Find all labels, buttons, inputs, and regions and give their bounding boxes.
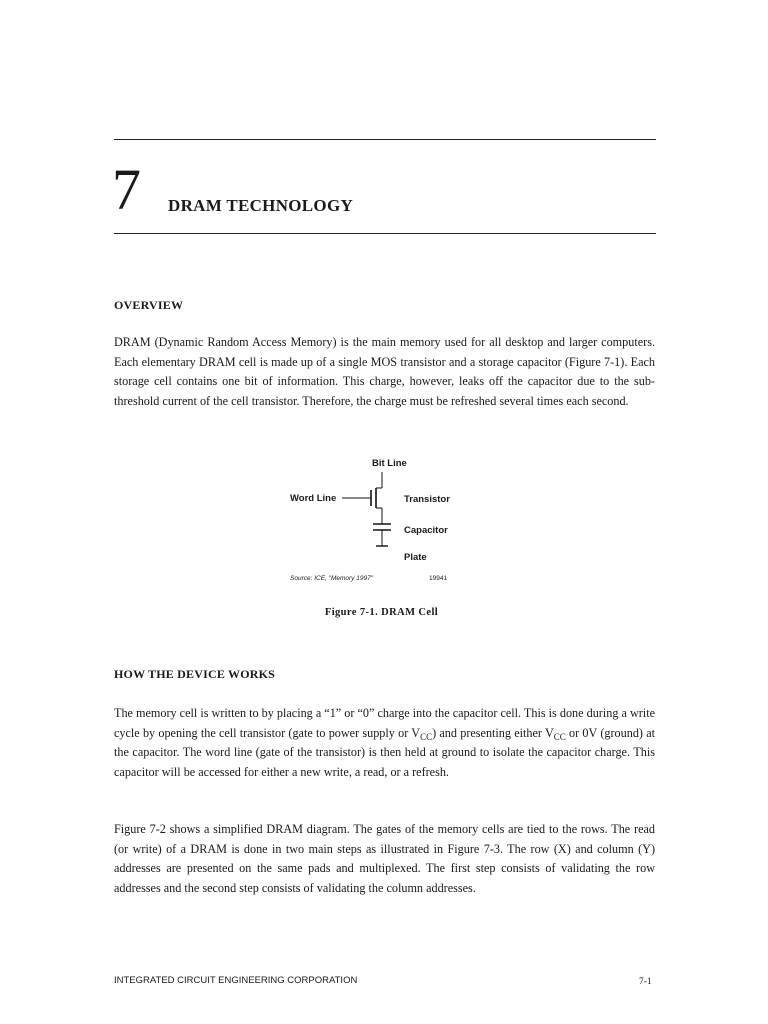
section-heading-overview: OVERVIEW (114, 298, 184, 312)
overview-paragraph: DRAM (Dynamic Random Access Memory) is the main memory used for all desktop and larger computers. Each elementary DRAM cell is made up of a single MOS transistor and a storage capacitor (Figure 7-1). Each storage cell contains one bit of information. This charge, however, leaks off the capacitor due to the sub-threshold current of the cell transistor. Therefore, the charge must be refreshed several times each second. (114, 335, 655, 408)
header-rule-top (114, 139, 656, 140)
figure-source: Source: ICE, "Memory 1997" (290, 575, 374, 582)
figure-caption: Figure 7-1. DRAM Cell (324, 607, 439, 618)
dram-cell-schematic (280, 452, 480, 592)
how-paragraph-2: Figure 7-2 shows a simplified DRAM diagram. The gates of the memory cells are tied to the rows. The read (or write) of a DRAM is done in two main steps as illustrated in Figure 7-3. The row (X) and column (Y) addresses are presented on the same pads and multiplexed. The first step consists of validating the row addresses and the second step consists of validating the column addresses. (114, 822, 655, 895)
figure-id: 19941 (429, 575, 448, 582)
footer-page-number: 7-1 (639, 977, 652, 987)
chapter-title: DRAM TECHNOLOGY (168, 196, 354, 215)
transistor-label: Transistor (404, 494, 450, 505)
how-paragraph-1 (114, 704, 655, 782)
capacitor-label: Capacitor (404, 525, 448, 536)
vcc-subscript: CC (420, 731, 433, 742)
dram-cell-figure (280, 452, 480, 592)
chapter-number: 7 (112, 157, 141, 222)
section-heading-how-device-works: HOW THE DEVICE WORKS (114, 667, 276, 681)
bit-line-label: Bit Line (372, 458, 407, 469)
word-line-label: Word Line (290, 493, 337, 504)
how-p1-text-a: The memory cell is written to by placing a “1” or “0” charge into the capacitor cell. This is done during a write cycle by opening the cell transistor (gate to power supply or V (114, 706, 655, 740)
how-p1-text-b: ) and presenting either V (432, 725, 554, 740)
footer-organization: INTEGRATED CIRCUIT ENGINEERING CORPORATION (114, 975, 358, 986)
header-rule-bottom (114, 233, 656, 234)
vcc-subscript: CC (553, 731, 566, 742)
how-p1-text-c: or 0V (ground) at the capacitor. The word line (gate of the transistor) is then held at ground to isolate the capacitor charge. This capacitor will be accessed for either a new write, a read, or a refresh. (114, 725, 656, 779)
plate-label: Plate (404, 552, 427, 563)
